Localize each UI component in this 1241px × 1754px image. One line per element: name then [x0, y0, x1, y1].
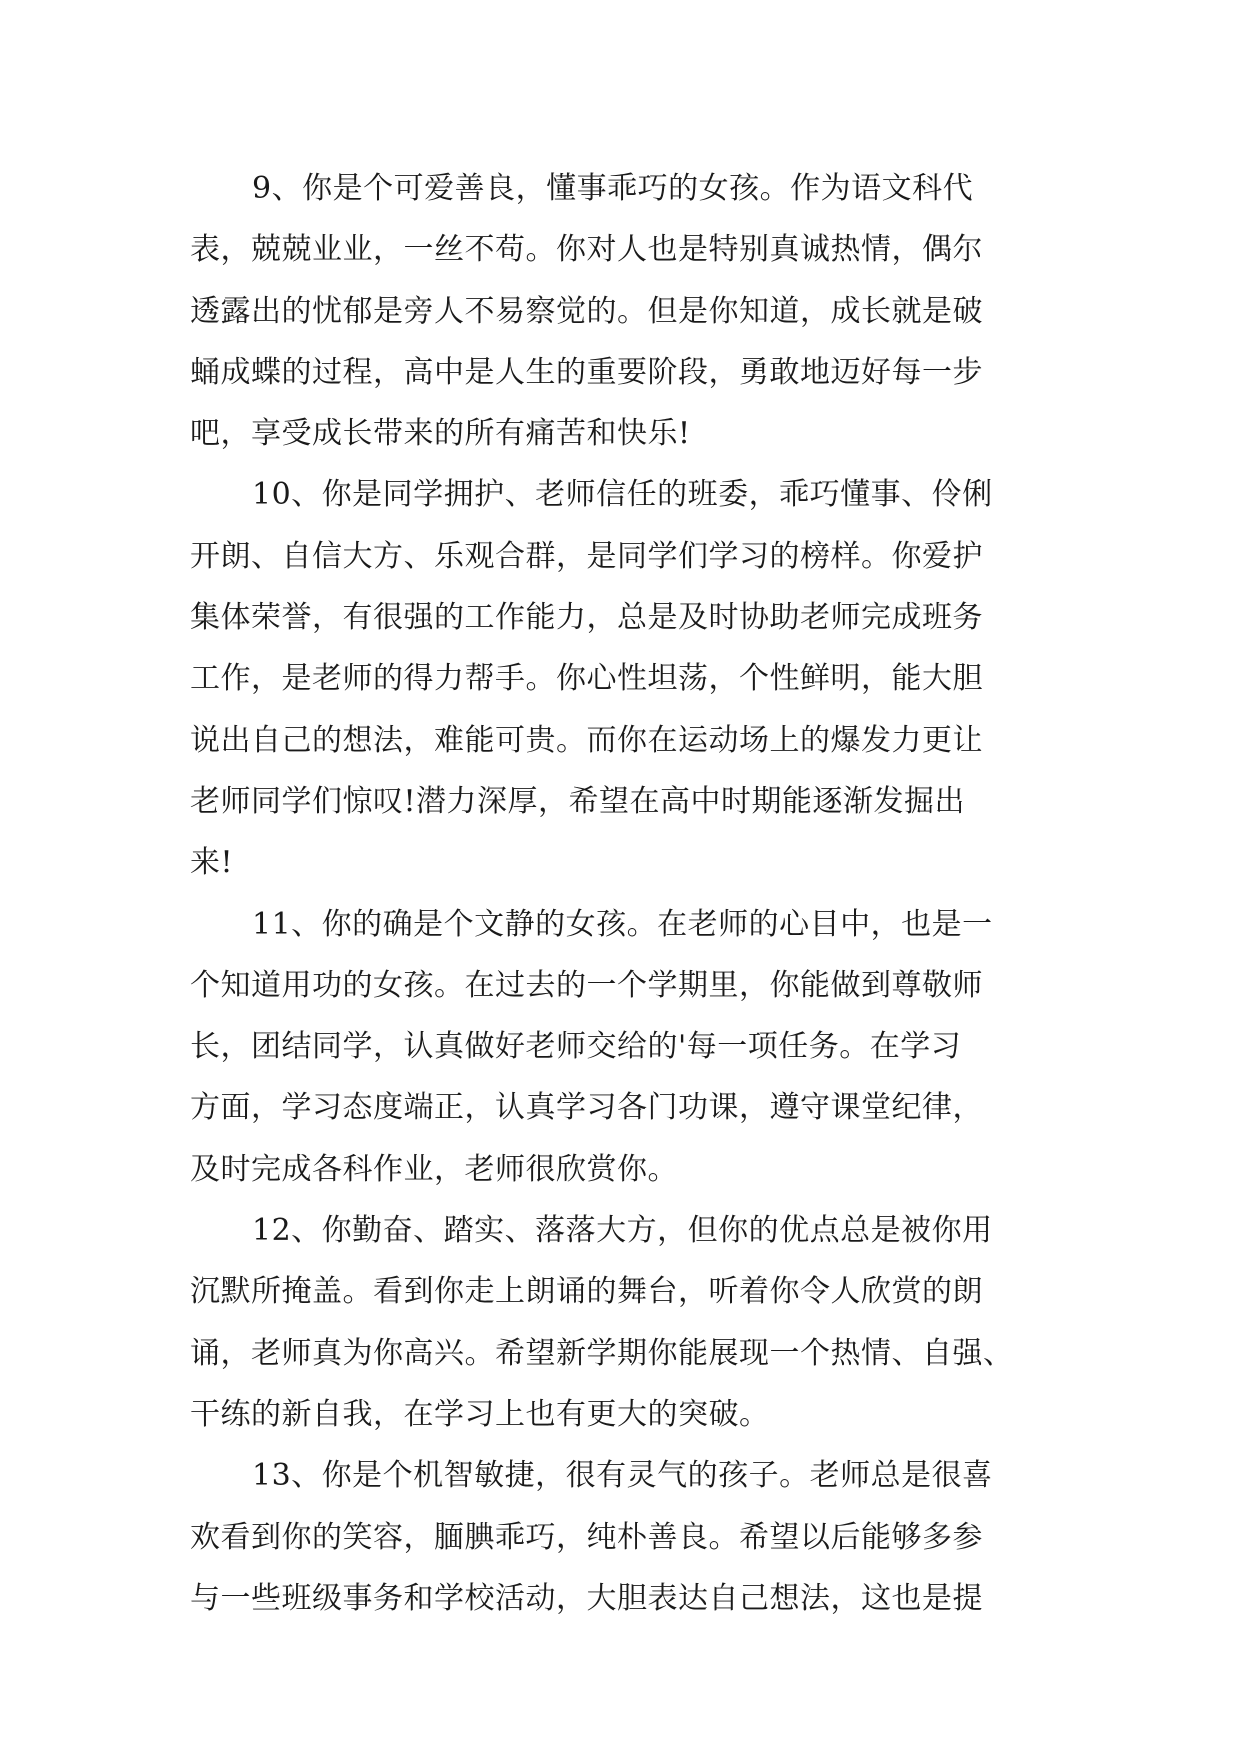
text-line: 蛹成蝶的过程，高中是人生的重要阶段，勇敢地迈好每一步	[190, 354, 983, 390]
text-line: 开朗、自信大方、乐观合群，是同学们学习的榜样。你爱护	[190, 538, 983, 574]
text-line: 表，兢兢业业，一丝不苟。你对人也是特别真诚热情，偶尔	[190, 232, 983, 268]
text-line: 说出自己的想法，难能可贵。而你在运动场上的爆发力更让	[190, 722, 983, 758]
text-line: 诵，老师真为你高兴。希望新学期你能展现一个热情、自强、	[190, 1335, 1014, 1371]
text-line: 11、你的确是个文静的女孩。在老师的心目中，也是一	[252, 906, 993, 942]
text-line: 10、你是同学拥护、老师信任的班委，乖巧懂事、伶俐	[252, 477, 993, 513]
text-line: 9、你是个可爱善良，懂事乖巧的女孩。作为语文科代	[252, 171, 974, 206]
text-line: 工作，是老师的得力帮手。你心性坦荡，个性鲜明，能大胆	[190, 661, 983, 697]
text-line: 与一些班级事务和学校活动，大胆表达自己想法，这也是提	[190, 1580, 983, 1616]
text-line: 沉默所掩盖。看到你走上朗诵的舞台，听着你令人欣赏的朗	[190, 1274, 983, 1310]
text-line: 来!	[190, 845, 234, 881]
text-line: 干练的新自我，在学习上也有更大的突破。	[190, 1396, 770, 1432]
text-line: 透露出的忧郁是旁人不易察觉的。但是你知道，成长就是破	[190, 293, 983, 329]
text-line: 长，团结同学，认真做好老师交给的'每一项任务。在学习	[190, 1029, 962, 1065]
text-line: 吧，享受成长带来的所有痛苦和快乐!	[190, 416, 691, 452]
text-line: 12、你勤奋、踏实、落落大方，但你的优点总是被你用	[252, 1213, 993, 1249]
text-line: 及时完成各科作业，老师很欣赏你。	[190, 1151, 678, 1187]
paragraph-10	[190, 464, 1060, 893]
text-line: 集体荣誉，有很强的工作能力，总是及时协助老师完成班务	[190, 600, 983, 636]
document-body	[190, 158, 1060, 1629]
text-line: 个知道用功的女孩。在过去的一个学期里，你能做到尊敬师	[190, 967, 983, 1003]
text-line: 方面，学习态度端正，认真学习各门功课，遵守课堂纪律，	[190, 1090, 983, 1126]
paragraph-11	[190, 894, 1060, 1200]
text-line: 13、你是个机智敏捷，很有灵气的孩子。老师总是很喜	[252, 1458, 993, 1494]
paragraph-9	[190, 158, 1060, 464]
paragraph-13	[190, 1445, 1060, 1629]
paragraph-12	[190, 1200, 1060, 1445]
text-line: 欢看到你的笑容，腼腆乖巧，纯朴善良。希望以后能够多参	[190, 1519, 983, 1555]
text-line: 老师同学们惊叹!潜力深厚，希望在高中时期能逐渐发掘出	[190, 783, 966, 819]
